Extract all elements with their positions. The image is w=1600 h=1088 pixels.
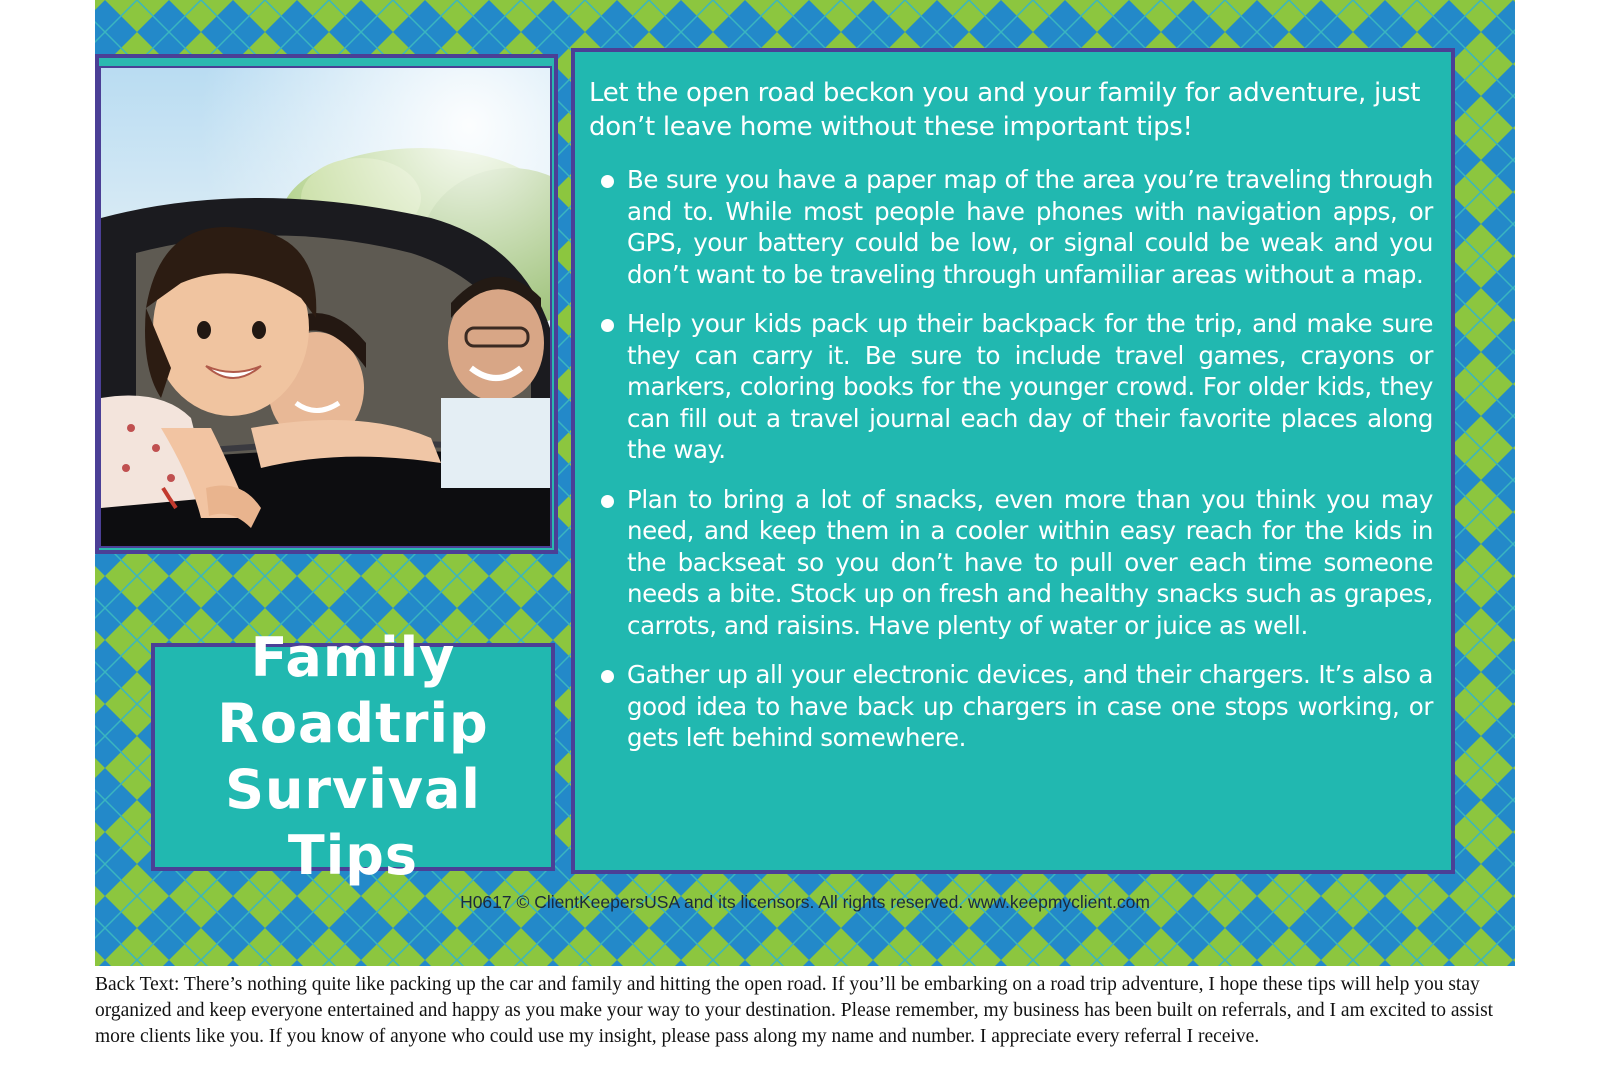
intro-text: Let the open road beckon you and your family for adventure, just don’t leave home without these important tips! [589, 78, 1421, 142]
bullet-icon [601, 175, 614, 188]
back-text: Back Text: There’s nothing quite like packing up the car and family and hitting the open road. If you’ll be embarking on a road trip adventure, I hope these tips will help you stay organized and keep everyone entertained and happy as you make your way to your destination. Please remember, my business has been built on referrals, and I am excited to assist more clients like you. If you know of anyone who could use my insight, please pass along my name and number. I appreciate every referral I receive. [95, 974, 1494, 1047]
tip-text-2: Help your kids pack up their backpack for the trip, and make sure they can carry it. Be sure to include travel games, crayons or markers, coloring books for the younger crowd. For older kids, they can fill out a travel journal each day of their favorite places along the way. [627, 309, 1433, 464]
bullet-icon [601, 319, 614, 332]
tip-item-2 [589, 308, 1433, 466]
title-heading [155, 625, 551, 889]
tip-text-3: Plan to bring a lot of snacks, even more than you think you may need, and keep them in a cooler within easy reach for the kids in the backseat so you don’t have to pull over each time someone needs a bite. Stock up on fresh and healthy snacks such as grapes, carrots, and raisins. Have plenty of water or juice as well. [627, 484, 1433, 640]
tips-box [571, 48, 1455, 874]
tip-text-1: Be sure you have a paper map of the area you’re traveling through and to. While most people have phones with navigation apps, or GPS, your battery could be low, or signal could be weak and you don’t want to be traveling through unfamiliar areas without a map. [627, 165, 1433, 289]
tips-list [589, 164, 1433, 754]
copyright-line: H0617 © ClientKeepersUSA and its licensors. All rights reserved. www.keepmyclient.com [460, 892, 1150, 912]
flyer-card [95, 0, 1515, 966]
title-line-3: Survival Tips [225, 758, 481, 887]
tip-item-4 [589, 659, 1433, 754]
bullet-icon [601, 670, 614, 683]
tip-item-3 [589, 484, 1433, 642]
tip-text-4: Gather up all your electronic devices, and their chargers. It’s also a good idea to have back up chargers in case one stops working, or gets left behind somewhere. [627, 660, 1433, 752]
family-in-car-photo [99, 66, 552, 548]
title-line-1: Family [250, 626, 456, 689]
tip-item-1 [589, 164, 1433, 290]
photo-frame [95, 54, 558, 554]
title-line-2: Roadtrip [217, 692, 489, 755]
bullet-icon [601, 495, 614, 508]
title-box [151, 626, 555, 887]
